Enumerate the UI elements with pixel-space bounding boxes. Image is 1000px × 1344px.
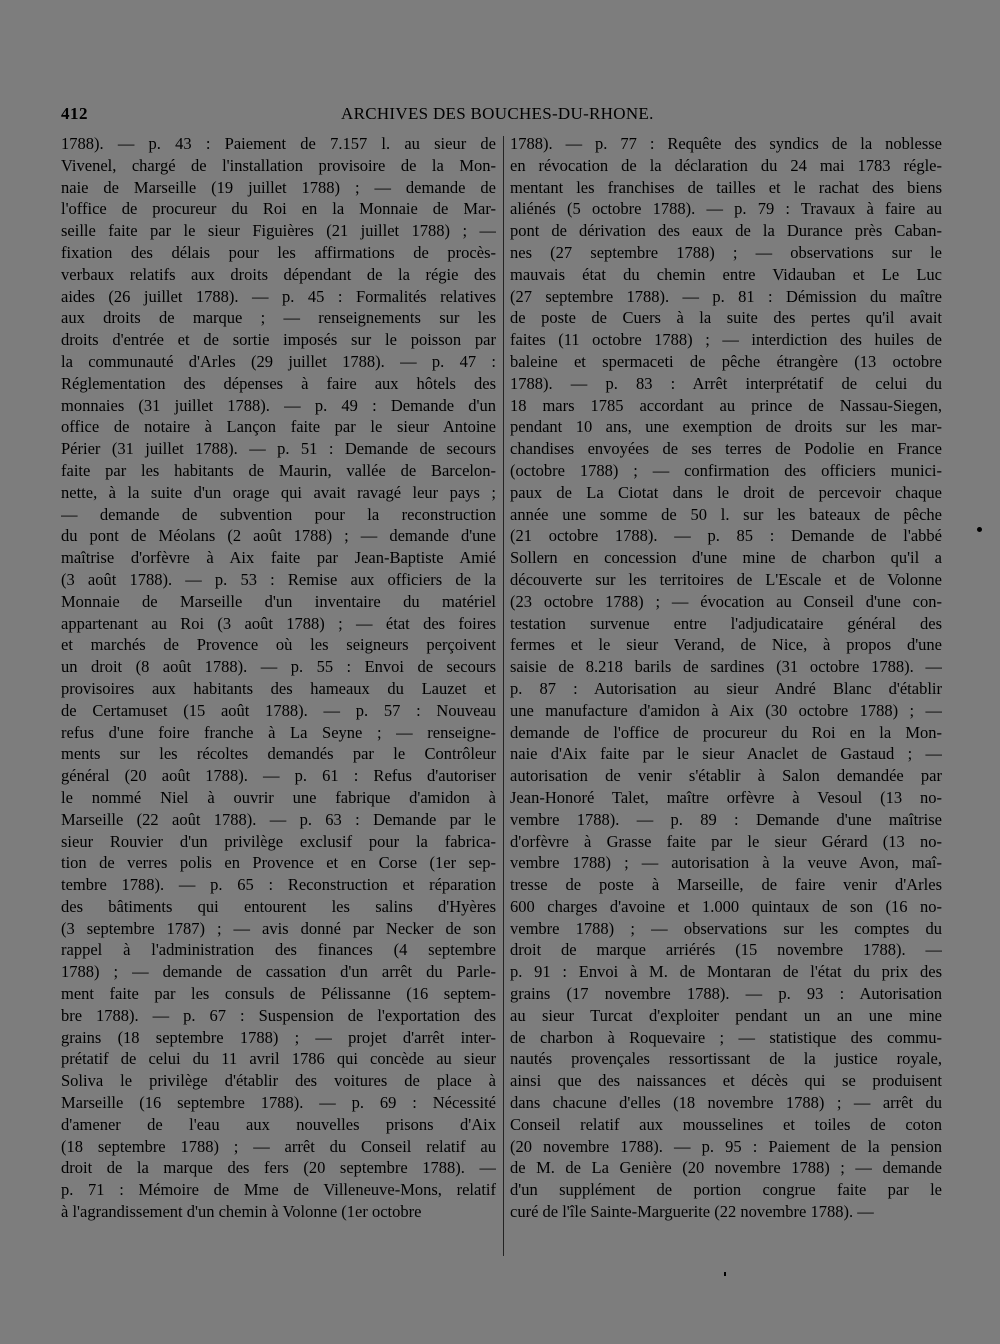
text-line: curé de l'île Sainte-Marguerite (22 novembre 1788). —: [510, 1202, 874, 1222]
text-line: Marseille (22 août 1788). — p. 63 : Demande par le: [61, 809, 496, 829]
text-line: 600 charges d'avoine et 1.000 quintaux de son (16 no-: [510, 896, 942, 916]
page-header: [61, 104, 654, 130]
text-line: à l'agrandissement d'un chemin à Volonne (1er octobre: [61, 1202, 422, 1222]
text-line: vembre 1788). — p. 89 : Demande d'une maîtrise: [510, 809, 942, 829]
text-line: 1788) ; — demande de cassation d'un arrêt du Parle-: [61, 962, 496, 982]
text-line: naie d'Aix faite par le sieur Anaclet de Gastaud ; —: [510, 744, 942, 764]
text-line: (21 octobre 1788). — p. 85 : Demande de l'abbé: [510, 526, 942, 546]
text-line: autorisation de venir s'établir à Salon demandée par: [510, 766, 942, 786]
text-line: nes (27 septembre 1788) ; — observations sur le: [510, 242, 942, 262]
text-line: grains (18 septembre 1788) ; — projet d'arrêt inter-: [61, 1027, 496, 1047]
text-line: aides (26 juillet 1788). — p. 45 : Formalités relatives: [61, 286, 496, 306]
text-line: office de notaire à Lançon faite par le sieur Antoine: [61, 417, 496, 437]
text-line: un droit (8 août 1788). — p. 55 : Envoi de secours: [61, 657, 496, 677]
text-line: ments sur les récoltes demandés par le Contrôleur: [61, 744, 496, 764]
text-line: Réglementation des dépenses à faire aux hôtels des: [61, 373, 496, 393]
text-line: année une somme de 50 l. sur les bateaux de pêche: [510, 504, 942, 524]
text-line: Périer (31 juillet 1788). — p. 51 : Demande de secours: [61, 439, 496, 459]
text-line: pont de dérivation des eaux de la Durance près Caban-: [510, 221, 942, 241]
text-line: vembre 1788) ; — autorisation à la veuve Avon, maî-: [510, 853, 942, 873]
text-line: ment faite par les consuls de Pélissanne (16 septem-: [61, 984, 496, 1004]
text-line: (23 octobre 1788) ; — évocation au Conseil d'une con-: [510, 591, 942, 611]
text-line: (20 novembre 1788). — p. 95 : Paiement de la pension: [510, 1136, 942, 1156]
text-line: Jean-Honoré Talet, maître orfèvre à Vesoul (13 no-: [510, 787, 942, 807]
text-line: aliénés (5 octobre 1788). — p. 79 : Travaux à faire au: [510, 199, 942, 219]
text-line: en révocation de la déclaration du 24 mai 1783 régle-: [510, 155, 942, 175]
text-line: refus d'une foire franche à La Seyne ; — renseigne-: [61, 722, 496, 742]
text-line: (27 septembre 1788). — p. 81 : Démission du maître: [510, 286, 942, 306]
text-line: — demande de subvention pour la reconstruction: [61, 504, 496, 524]
margin-speck: [977, 527, 982, 532]
text-line: d'amener de l'eau aux nouvelles prisons d'Aix: [61, 1114, 496, 1134]
text-line: p. 91 : Envoi à M. de Montaran de l'état du prix des: [510, 962, 942, 982]
text-line: faites (11 octobre 1788) ; — interdiction des huiles de: [510, 330, 942, 350]
text-line: tembre 1788). — p. 65 : Reconstruction et réparation: [61, 875, 496, 895]
text-line: (3 août 1788). — p. 53 : Remise aux officiers de la: [61, 569, 496, 589]
text-line: la communauté d'Arles (29 juillet 1788). — p. 47 :: [61, 351, 496, 371]
text-line: 1788). — p. 43 : Paiement de 7.157 l. au sieur de: [61, 134, 496, 153]
text-line: 18 mars 1785 accordant au prince de Nassau-Siegen,: [510, 395, 942, 415]
text-line: maîtrise d'orfèvre à Aix faite par Jean-Baptiste Amié: [61, 548, 496, 568]
text-line: aux droits de marque ; — renseignements sur les: [61, 308, 496, 328]
text-line: faite par les habitants de Maurin, vallée de Barcelon-: [61, 460, 496, 480]
text-line: nautés provençales ressortissant de la justice royale,: [510, 1049, 942, 1069]
text-line: demande de l'office de procureur du Roi en la Mon-: [510, 722, 942, 742]
text-line: verbaux relatifs aux droits dépendant de la régie des: [61, 264, 496, 284]
text-line: du pont de Méolans (2 août 1788) ; — demande d'une: [61, 526, 496, 546]
text-line: et marchés de Provence où les seigneurs perçoivent: [61, 635, 496, 655]
text-line: au sieur Turcat d'exploiter pendant un an une mine: [510, 1005, 942, 1025]
text-line: ainsi que des naissances et décès qui se produisent: [510, 1071, 942, 1091]
text-line: chandises envoyées de ses terres de Podolie en France: [510, 439, 942, 459]
text-line: pendant 10 ans, une exemption de droits sur les mar-: [510, 417, 942, 437]
text-line: Vivenel, chargé de l'installation provisoire de la Mon-: [61, 155, 496, 175]
text-line: l'office de procureur du Roi en la Monnaie de Mar-: [61, 199, 496, 219]
text-line: saisie de 8.218 barils de sardines (31 octobre 1788). —: [510, 657, 942, 677]
text-line: de poste de Cuers à la suite des pertes qu'il avait: [510, 308, 942, 328]
text-line: Marseille (16 septembre 1788). — p. 69 : Nécessité: [61, 1093, 496, 1113]
text-line: provisoires aux habitants des hameaux du Lauzet et: [61, 678, 496, 698]
running-title: ARCHIVES DES BOUCHES-DU-RHONE.: [341, 104, 654, 123]
text-line: tion de verres polis en Provence et en Corse (1er sep-: [61, 853, 496, 873]
text-line: fermes et le sieur Verand, de Nice, à propos d'une: [510, 635, 942, 655]
text-line: d'un supplément de portion congrue faite par le: [510, 1180, 942, 1200]
text-line: mentant les franchises de tailles et le rachat des biens: [510, 177, 942, 197]
text-line: nette, à la suite d'un orage qui avait ravagé leur pays ;: [61, 482, 496, 502]
bottom-speck: [724, 1272, 726, 1276]
text-line: d'orfèvre à Grasse faite par le sieur Gérard (13 no-: [510, 831, 942, 851]
text-line: fixation des délais pour les affirmations de procès-: [61, 242, 496, 262]
text-line: Conseil relatif aux mousselines et toiles de coton: [510, 1114, 942, 1134]
text-line: général (20 août 1788). — p. 61 : Refus d'autoriser: [61, 766, 496, 786]
text-line: sieur Rouvier d'un privilège exclusif pour la fabrica-: [61, 831, 496, 851]
text-line: (18 septembre 1788) ; — arrêt du Conseil relatif au: [61, 1136, 496, 1156]
column-divider: [503, 136, 504, 1256]
left-column: [61, 133, 496, 1223]
text-line: grains (17 novembre 1788). — p. 93 : Autorisation: [510, 984, 942, 1004]
text-line: Sollern en concession d'une mine de charbon qu'il a: [510, 548, 942, 568]
text-line: vembre 1788) ; — observations sur les comptes du: [510, 918, 942, 938]
text-line: découverte sur les territoires de L'Escale et de Volonne: [510, 569, 942, 589]
text-line: rappel à l'administration des finances (4 septembre: [61, 940, 496, 960]
text-line: appartenant au Roi (3 août 1788) ; — état des foires: [61, 613, 496, 633]
text-line: Soliva le privilège d'établir des voitures de place à: [61, 1071, 496, 1091]
text-line: 1788). — p. 77 : Requête des syndics de la noblesse: [510, 134, 942, 153]
text-line: bre 1788). — p. 67 : Suspension de l'exportation des: [61, 1005, 496, 1025]
text-line: mauvais état du chemin entre Vidauban et Le Luc: [510, 264, 942, 284]
text-line: (octobre 1788) ; — confirmation des officiers munici-: [510, 460, 942, 480]
text-line: le nommé Niel à ouvrir une fabrique d'amidon à: [61, 787, 496, 807]
text-line: seille faite par le sieur Figuières (21 juillet 1788) ; —: [61, 221, 496, 241]
text-line: des bâtiments qui entourent les salins d'Hyères: [61, 896, 496, 916]
text-line: p. 71 : Mémoire de Mme de Villeneuve-Mons, relatif: [61, 1180, 496, 1200]
text-line: droits d'entrée et de sortie imposés sur le poisson par: [61, 330, 496, 350]
page-number: 412: [61, 104, 88, 123]
text-line: naie de Marseille (19 juillet 1788) ; — demande de: [61, 177, 496, 197]
text-line: tresse de poste à Marseille, de faire venir d'Arles: [510, 875, 942, 895]
text-line: prétatif de celui du 11 avril 1786 qui concède au sieur: [61, 1049, 496, 1069]
text-line: une manufacture d'amidon à Aix (30 octobre 1788) ; —: [510, 700, 942, 720]
right-column: [510, 133, 942, 1223]
text-line: droit de la marque des fers (20 septembre 1788). —: [61, 1158, 496, 1178]
text-line: (3 septembre 1787) ; — avis donné par Necker de son: [61, 918, 496, 938]
text-line: p. 87 : Autorisation au sieur André Blanc d'établir: [510, 678, 942, 698]
text-line: testation survenue entre l'adjudicataire général des: [510, 613, 942, 633]
text-line: paux de La Ciotat dans le droit de percevoir chaque: [510, 482, 942, 502]
text-line: dans chacune d'elles (18 novembre 1788) ; — arrêt du: [510, 1093, 942, 1113]
text-line: droit de marque arriérés (15 novembre 1788). —: [510, 940, 942, 960]
text-line: de Certamuset (15 août 1788). — p. 57 : Nouveau: [61, 700, 496, 720]
text-line: monnaies (31 juillet 1788). — p. 49 : Demande d'un: [61, 395, 496, 415]
text-line: de M. de La Genière (20 novembre 1788) ; — demande: [510, 1158, 942, 1178]
text-line: Monnaie de Marseille d'un inventaire du matériel: [61, 591, 496, 611]
text-line: 1788). — p. 83 : Arrêt interprétatif de celui du: [510, 373, 942, 393]
text-line: baleine et spermaceti de pêche étrangère (13 octobre: [510, 351, 942, 371]
text-line: de charbon à Roquevaire ; — statistique des commu-: [510, 1027, 942, 1047]
